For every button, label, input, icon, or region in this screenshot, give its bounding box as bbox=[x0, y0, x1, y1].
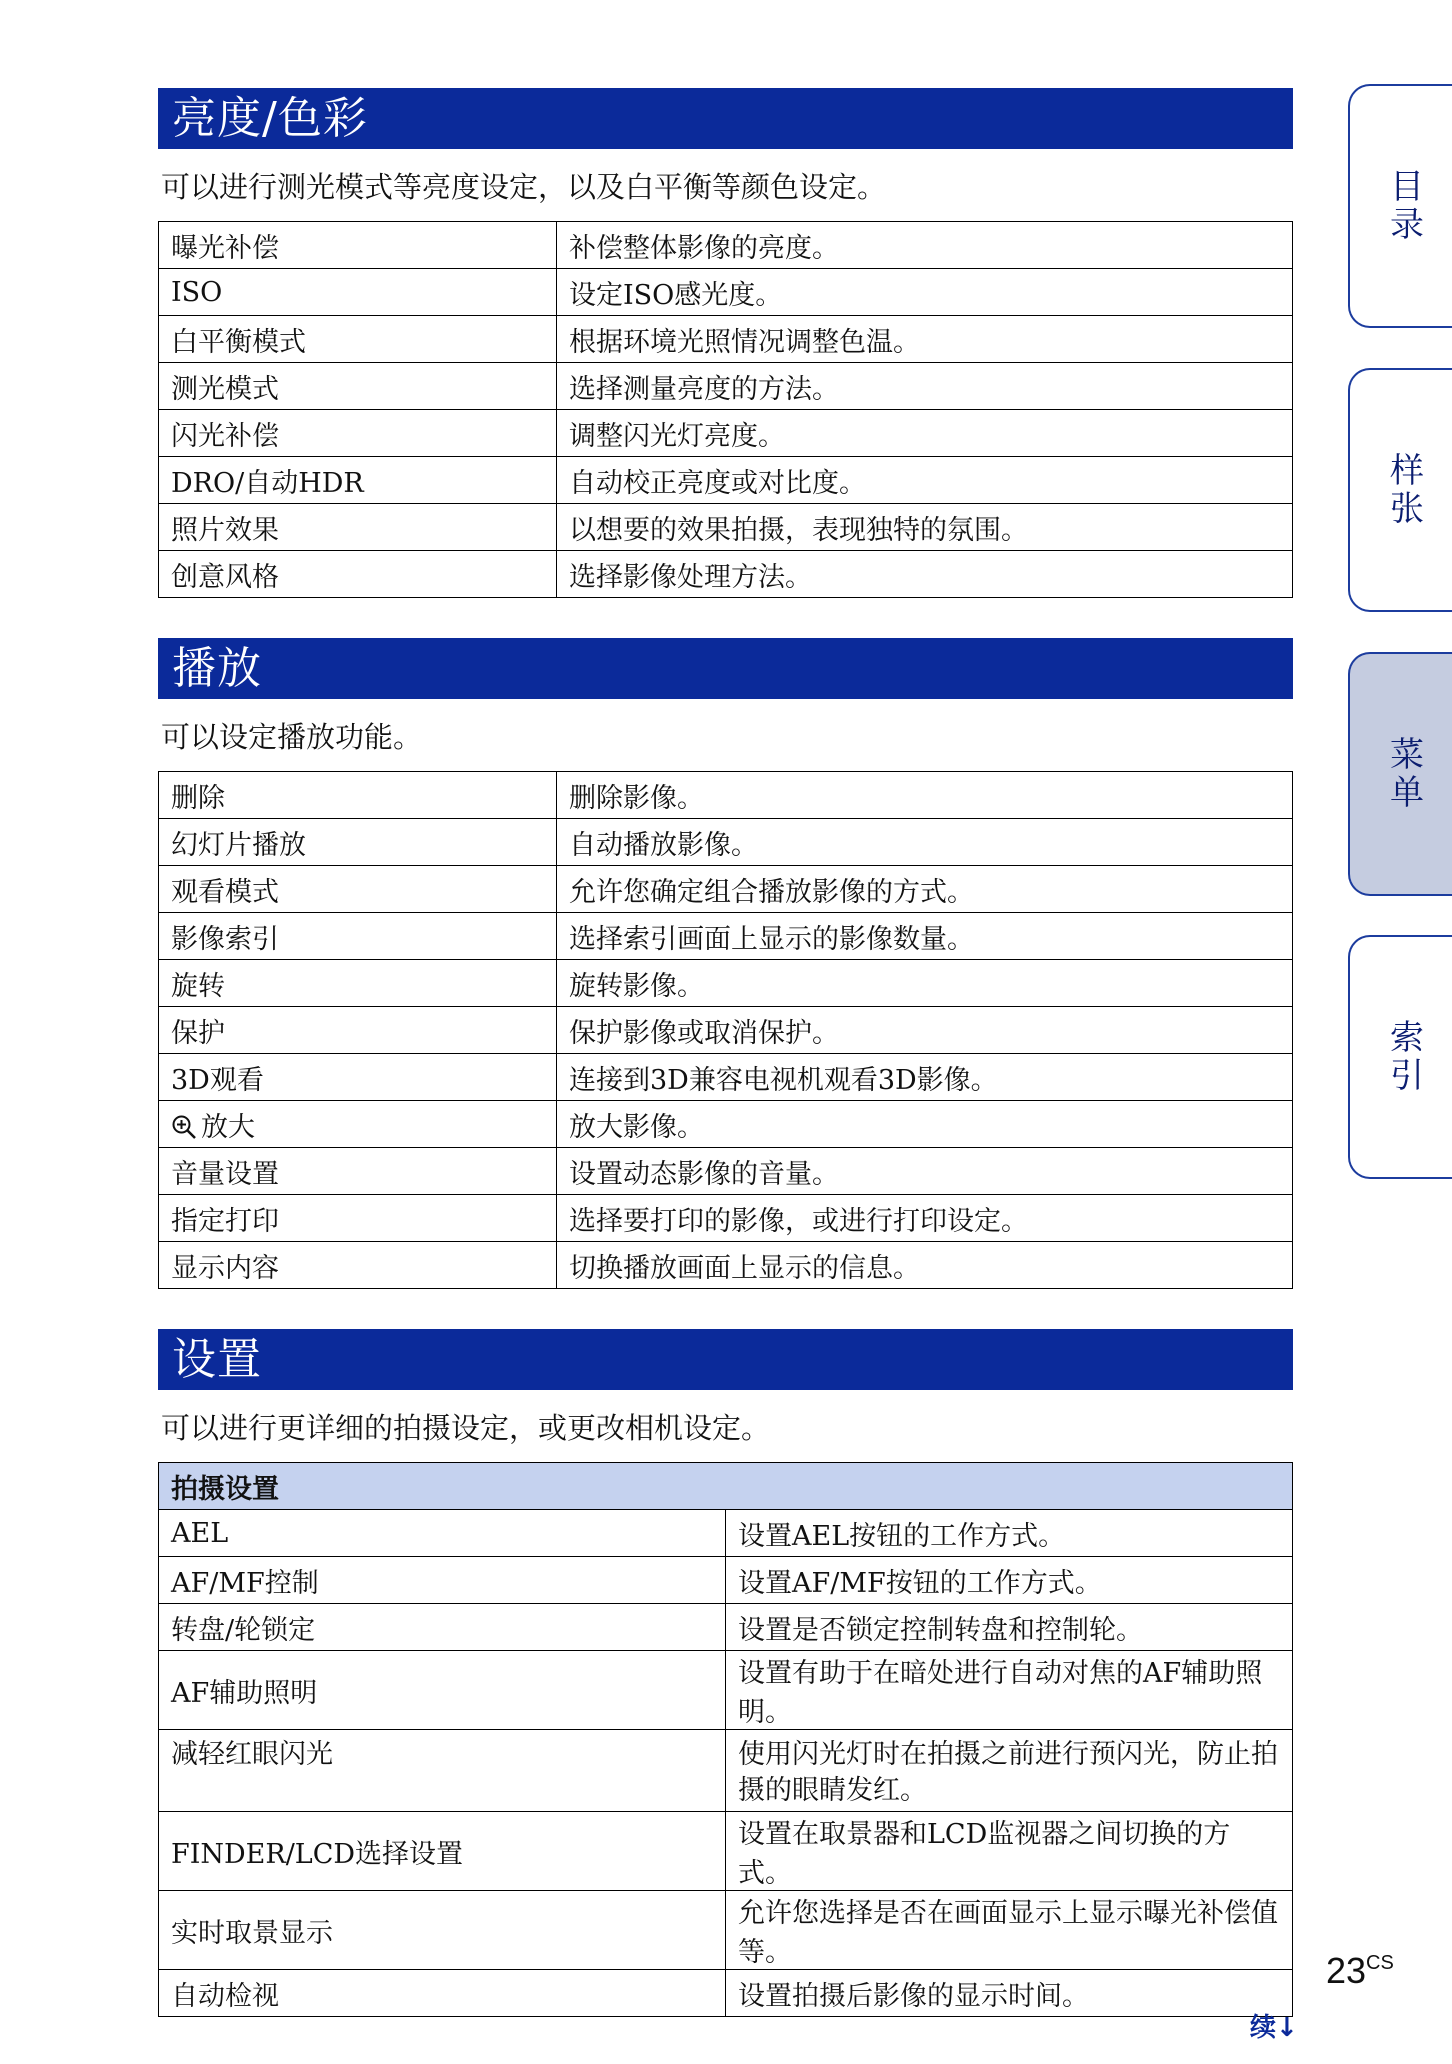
row-value: 保护影像或取消保护。 bbox=[557, 1007, 1293, 1054]
row-key: 幻灯片播放 bbox=[159, 819, 557, 866]
table-row[interactable] bbox=[159, 504, 1293, 551]
row-value: 根据环境光照情况调整色温。 bbox=[557, 316, 1293, 363]
table-row[interactable] bbox=[159, 269, 1293, 316]
table-row[interactable] bbox=[159, 1970, 1293, 2017]
row-key: AF/MF控制 bbox=[159, 1557, 726, 1604]
row-key: 测光模式 bbox=[159, 363, 557, 410]
tab-menu[interactable] bbox=[1348, 652, 1452, 896]
table-row[interactable] bbox=[159, 1812, 1293, 1891]
tab-label: 菜单 bbox=[1383, 736, 1424, 812]
row-value: 允许您选择是否在画面显示上显示曝光补偿值等。 bbox=[726, 1891, 1293, 1970]
tab-label: 样张 bbox=[1383, 452, 1424, 528]
row-value: 设置AF/MF按钮的工作方式。 bbox=[726, 1557, 1293, 1604]
table-row[interactable] bbox=[159, 1891, 1293, 1970]
row-value: 补偿整体影像的亮度。 bbox=[557, 222, 1293, 269]
table-row[interactable] bbox=[159, 960, 1293, 1007]
row-value: 放大影像。 bbox=[557, 1101, 1293, 1148]
tab-contents[interactable] bbox=[1348, 84, 1452, 328]
table-row[interactable] bbox=[159, 772, 1293, 819]
table-row[interactable] bbox=[159, 1054, 1293, 1101]
playback-table bbox=[158, 771, 1293, 1289]
row-key: 旋转 bbox=[159, 960, 557, 1007]
tab-index[interactable] bbox=[1348, 935, 1452, 1179]
row-value: 旋转影像。 bbox=[557, 960, 1293, 1007]
section-desc-brightness: 可以进行测光模式等亮度设定，以及白平衡等颜色设定。 bbox=[161, 170, 887, 204]
table-row[interactable] bbox=[159, 551, 1293, 598]
row-key: 自动检视 bbox=[159, 1970, 726, 2017]
table-row[interactable] bbox=[159, 913, 1293, 960]
page-number bbox=[1326, 1950, 1394, 1992]
tab-samples[interactable] bbox=[1348, 368, 1452, 612]
zoom-in-icon bbox=[171, 1114, 197, 1140]
row-key: 白平衡模式 bbox=[159, 316, 557, 363]
row-value: 以想要的效果拍摄，表现独特的氛围。 bbox=[557, 504, 1293, 551]
row-value: 删除影像。 bbox=[557, 772, 1293, 819]
row-key: 曝光补偿 bbox=[159, 222, 557, 269]
page-number-value: 23 bbox=[1326, 1950, 1367, 1991]
table-row[interactable] bbox=[159, 819, 1293, 866]
row-key: DRO/自动HDR bbox=[159, 457, 557, 504]
row-value: 允许您确定组合播放影像的方式。 bbox=[557, 866, 1293, 913]
row-key: 显示内容 bbox=[159, 1242, 557, 1289]
row-value: 连接到3D兼容电视机观看3D影像。 bbox=[557, 1054, 1293, 1101]
table-row[interactable] bbox=[159, 457, 1293, 504]
row-value: 设置是否锁定控制转盘和控制轮。 bbox=[726, 1604, 1293, 1651]
section-title-brightness: 亮度/色彩 bbox=[158, 88, 1293, 149]
section-settings bbox=[158, 1329, 1293, 2017]
table-row[interactable] bbox=[159, 316, 1293, 363]
row-key: 影像索引 bbox=[159, 913, 557, 960]
table-row[interactable] bbox=[159, 1007, 1293, 1054]
section-title-settings: 设置 bbox=[158, 1329, 1293, 1390]
row-key: ISO bbox=[159, 269, 557, 316]
tab-label: 索引 bbox=[1383, 1019, 1424, 1095]
section-playback bbox=[158, 638, 1293, 1289]
table-row[interactable] bbox=[159, 363, 1293, 410]
table-row[interactable] bbox=[159, 1651, 1293, 1730]
row-value: 选择要打印的影像，或进行打印设定。 bbox=[557, 1195, 1293, 1242]
row-key: AF辅助照明 bbox=[159, 1651, 726, 1730]
row-value: 选择测量亮度的方法。 bbox=[557, 363, 1293, 410]
row-key: 删除 bbox=[159, 772, 557, 819]
table-row[interactable] bbox=[159, 1242, 1293, 1289]
row-value: 设置AEL按钮的工作方式。 bbox=[726, 1510, 1293, 1557]
row-key: 音量设置 bbox=[159, 1148, 557, 1195]
row-key-zoom bbox=[159, 1101, 557, 1148]
page-content bbox=[158, 88, 1293, 2057]
table-row[interactable] bbox=[159, 866, 1293, 913]
row-key: 照片效果 bbox=[159, 504, 557, 551]
row-value: 设置有助于在暗处进行自动对焦的AF辅助照明。 bbox=[726, 1651, 1293, 1730]
row-value: 设定ISO感光度。 bbox=[557, 269, 1293, 316]
section-desc-settings: 可以进行更详细的拍摄设定，或更改相机设定。 bbox=[161, 1411, 771, 1445]
table-row[interactable] bbox=[159, 1101, 1293, 1148]
row-value: 选择索引画面上显示的影像数量。 bbox=[557, 913, 1293, 960]
table-row[interactable] bbox=[159, 410, 1293, 457]
table-row[interactable] bbox=[159, 1557, 1293, 1604]
settings-table bbox=[158, 1462, 1293, 2017]
row-value: 设置动态影像的音量。 bbox=[557, 1148, 1293, 1195]
table-row[interactable] bbox=[159, 1148, 1293, 1195]
row-value: 设置拍摄后影像的显示时间。 bbox=[726, 1970, 1293, 2017]
table-row[interactable] bbox=[159, 1195, 1293, 1242]
row-value: 使用闪光灯时在拍摄之前进行预闪光，防止拍摄的眼睛发红。 bbox=[726, 1730, 1293, 1812]
row-key: 创意风格 bbox=[159, 551, 557, 598]
row-value: 调整闪光灯亮度。 bbox=[557, 410, 1293, 457]
row-value: 自动校正亮度或对比度。 bbox=[557, 457, 1293, 504]
row-key: 保护 bbox=[159, 1007, 557, 1054]
row-value: 自动播放影像。 bbox=[557, 819, 1293, 866]
row-key: 减轻红眼闪光 bbox=[159, 1730, 726, 1812]
section-desc-playback: 可以设定播放功能。 bbox=[161, 720, 423, 754]
table-row[interactable] bbox=[159, 1510, 1293, 1557]
row-key: 闪光补偿 bbox=[159, 410, 557, 457]
table-row[interactable] bbox=[159, 222, 1293, 269]
row-key: 观看模式 bbox=[159, 866, 557, 913]
row-key: 转盘/轮锁定 bbox=[159, 1604, 726, 1651]
brightness-table bbox=[158, 221, 1293, 598]
subheader-label: 拍摄设置 bbox=[159, 1463, 1293, 1510]
tab-label: 目录 bbox=[1383, 168, 1424, 244]
row-key: 实时取景显示 bbox=[159, 1891, 726, 1970]
row-value: 切换播放画面上显示的信息。 bbox=[557, 1242, 1293, 1289]
row-value: 设置在取景器和LCD监视器之间切换的方式。 bbox=[726, 1812, 1293, 1891]
row-key: 放大 bbox=[201, 1111, 255, 1143]
table-subheader bbox=[159, 1463, 1293, 1510]
page-number-suffix: CS bbox=[1366, 1952, 1394, 1974]
table-row[interactable] bbox=[159, 1730, 1293, 1812]
section-brightness-color bbox=[158, 88, 1293, 598]
row-key: 指定打印 bbox=[159, 1195, 557, 1242]
row-key: FINDER/LCD选择设置 bbox=[159, 1812, 726, 1891]
row-value: 选择影像处理方法。 bbox=[557, 551, 1293, 598]
row-key: AEL bbox=[159, 1510, 726, 1557]
table-row[interactable] bbox=[159, 1604, 1293, 1651]
row-key: 3D观看 bbox=[159, 1054, 557, 1101]
continue-link[interactable]: 续↓ bbox=[1250, 2013, 1298, 2043]
section-title-playback: 播放 bbox=[158, 638, 1293, 699]
